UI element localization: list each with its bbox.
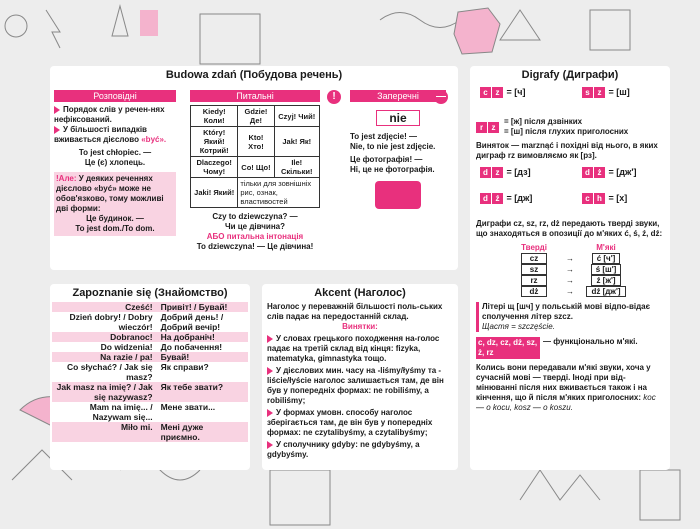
zap-t2: Nie, to nie jest zdjęcie. (350, 142, 436, 151)
digraph-letter: d (480, 167, 491, 178)
phrase-pl: Na razie / pa! (52, 352, 157, 362)
akcent-title: Akcent (Наголос) (314, 287, 406, 299)
soft-cell: ś [ш'] (591, 264, 622, 275)
phrase-pl: Mam na imię... / Nazywam się... (89, 402, 153, 422)
phrase-ua: До побачення! (160, 342, 223, 352)
akcent-item (267, 366, 453, 406)
phrase-row (52, 352, 248, 362)
col-zaperechni (350, 90, 446, 209)
phrase-ua: Як справи? (160, 362, 209, 372)
digraph-value: = [дж'] (608, 167, 637, 177)
zapoznanie-card (50, 284, 250, 470)
col-miaki: М'які (596, 243, 616, 252)
phrase-row (52, 302, 248, 312)
phrase-row (52, 332, 248, 342)
q-cell-jaki-note: тільки для зовнішніх рис, ознак, властивостей (238, 178, 320, 208)
digrafy-card (470, 66, 670, 470)
phrase-ua: На добраніч! (157, 332, 248, 342)
budowa-title: Budowa zdań (Побудова речень) (165, 69, 343, 81)
zap-t4: Ні, це не фотографія. (350, 165, 435, 174)
rz-1: = [ж] після дзвінких (504, 117, 583, 126)
phrases-table (52, 302, 248, 442)
rozp-ex2: Це будинок. — (86, 214, 144, 223)
phrase-pl: Dzień dobry! / Dobry wieczór! (69, 312, 153, 332)
phrase-pl: Dobranoc! (52, 332, 157, 342)
phrase-pl: Miło mi. (52, 422, 157, 442)
phrase-row (52, 402, 248, 422)
bicycle-icon (500, 10, 540, 40)
rozp-p2a: У більшості випадків вживається дієслово (54, 125, 147, 144)
rozpovidni-header: Розповідні (54, 90, 176, 102)
hard-cell: cz (521, 253, 547, 264)
q-cell: Czyj! Чий! (274, 106, 320, 127)
soft-cell: ć [ч'] (592, 253, 621, 264)
digraph-letter: z (492, 167, 503, 178)
phrase-ua: Мене звати... (160, 402, 216, 412)
digraph-paragraph: Диграфи cz, sz, rz, dż передають тверді звуки, що знаходяться в опозиції до м'яких ć, ś, ź, dź: (476, 219, 663, 238)
phrase-ua: Як тебе звати? (157, 382, 248, 402)
q-cell: Ile! Скільки! (274, 157, 320, 178)
hill-icon (380, 13, 460, 28)
exclaim-icon: ! (327, 90, 341, 104)
rz-2: = [ш] після глухих приголосних (504, 127, 629, 136)
col-rozpovidni (54, 90, 176, 236)
pyt-q3: To dziewczyna! — Це дівчина! (196, 242, 314, 251)
szcz-text: Літері щ [шч] у польській мові відпо-відає сполучення літер szcz. (482, 302, 651, 321)
arrow-icon (267, 367, 273, 375)
digraph-letter: c (480, 87, 491, 98)
tree-icon (112, 6, 128, 36)
phrase-row (52, 312, 248, 332)
phrase-pl: Cześć! (52, 302, 157, 312)
akcent-item-text: У словах грецького походження на-голос падає на третій склад від кінця: fizyka, matematyka, gimnastyka тощо. (267, 334, 440, 363)
arrow-icon (54, 106, 60, 114)
zapoznanie-title: Zapoznanie się (Знайомство) (72, 287, 228, 299)
digraph-value: = [дж] (506, 193, 533, 203)
mountains-icon (520, 470, 600, 500)
tower-icon (270, 470, 330, 525)
q-cell: Dlaczego! Чому! (191, 157, 238, 178)
col-pytalni (190, 90, 320, 252)
szcz-box (476, 302, 664, 332)
coin-icon (5, 15, 27, 37)
hard-cell: dż (521, 286, 548, 297)
soft-cell: ź [ж'] (591, 275, 620, 286)
digraph-letter: z (492, 87, 503, 98)
q-cell: Jak! Як! (274, 127, 320, 157)
digraph-value: = [ч] (506, 87, 526, 97)
digraph-letter: r (476, 122, 487, 133)
phrase-ua: Бувай! (157, 352, 248, 362)
digraph-last: Колись вони передавали м'які звуки, хоча у сучасній мові — тверді. Іноді при від-мінюванні після них вживається також і на кінчення, що й після м'яких приголосних: (476, 363, 651, 402)
digraph-letter: c (582, 193, 593, 204)
rozp-ex1: To jest chłopiec. — (78, 148, 152, 157)
digraph-exception: Виняток — marznąć і похідні від нього, в яких диграф rz вимовляємо як [рз]. (476, 141, 658, 160)
akcent-item (267, 440, 453, 460)
col-tverdi: Тверді (521, 243, 547, 252)
zap-t1: To jest zdjęcie! — (350, 132, 417, 141)
q-cell: Który! Який! Котрий! (191, 127, 238, 157)
poland-map-icon (454, 8, 500, 54)
digraph-value: = [дз] (506, 167, 531, 177)
arrow-icon (267, 409, 273, 417)
soft-list-note: — функціонально м'які. (543, 337, 638, 346)
zaperechni-header: Заперечні (350, 90, 446, 102)
phrase-row (52, 422, 248, 442)
digraph-letter: d (480, 193, 491, 204)
rozp-note-b: У деяких реченнях дієслово «być» може не обов'язково, тому можливі дві форми: (56, 174, 164, 213)
digraph-letter: ź (492, 193, 503, 204)
digraph-letter: z (594, 87, 605, 98)
akcent-item-text: У сполучнику gdyby: ne gdybyśmy, a gdybyśmy. (267, 440, 420, 459)
q-cell: Gdzie! Де! (238, 106, 274, 127)
akcent-intro: Наголос у переважній більшості поль-ських слів падає на передостанній склад. (267, 302, 443, 321)
phrase-ua: Привіт! / Бувай! (157, 302, 248, 312)
akcent-item (267, 408, 453, 438)
phrase-pl: Jak masz na imię? / Jak się nazywasz? (52, 382, 157, 402)
q-cell: Co! Що! (238, 157, 274, 178)
akcent-card (262, 284, 458, 470)
q-cell-jaki: Jaki! Який! (191, 178, 238, 208)
akcent-exceptions-label: Винятки: (342, 322, 378, 331)
jar-icon (640, 470, 680, 520)
castle-icon (200, 14, 260, 64)
temple-icon (590, 10, 630, 50)
rozp-ex1b: Це (є) хлопець. (84, 158, 146, 167)
q-cell: Kiedy! Коли! (191, 106, 238, 127)
rozp-note-a: !Але: (56, 174, 77, 183)
arrow-icon (267, 335, 273, 343)
pyt-q1b: Чи це дівчина? (225, 222, 285, 231)
akcent-item (267, 334, 453, 364)
phrase-row (52, 342, 248, 352)
nie-box: nie (376, 110, 420, 126)
zap-t3: Це фотографія! — (350, 155, 423, 164)
camera-icon (375, 181, 421, 209)
pink-tree-icon (140, 10, 158, 36)
digraph-letter: s (582, 87, 593, 98)
digraph-letter: ż (594, 167, 605, 178)
phrase-row (52, 382, 248, 402)
phrase-pl: Do widzenia! (100, 342, 153, 352)
questions-table (190, 105, 320, 208)
arrow-icon (267, 441, 273, 449)
digraph-last-example: koc — o kocu, kosz — o koszu. (476, 393, 656, 412)
hard-cell: sz (521, 264, 547, 275)
digrafy-title: Digrafy (Диграфи) (521, 69, 619, 81)
hard-cell: rz (521, 275, 546, 286)
digraph-letter: d (582, 167, 593, 178)
minus-icon: — (436, 91, 446, 102)
akcent-item-text: У дієслових мин. часу на -liśmy/łyśmy та -liście/łyście наголос залишається там, де він був у попередніх формах: ne robiliśmy, a robiliśmy; (267, 366, 444, 405)
digraph-value: = [ш] (608, 87, 630, 97)
hard-soft-table: Тверді М'які cz → ć [ч'] sz → ś [ш'] rz → ź [ж'] dż → dź [дж'] (503, 242, 637, 297)
digraph-value: = [х] (608, 193, 628, 203)
pytalni-header: Питальні (236, 91, 274, 101)
phrase-pl: Co słychać? / Jak się masz? (67, 362, 153, 382)
rozp-p2b: «być». (141, 135, 167, 144)
digraph-letter: z (488, 122, 499, 133)
phrase-row (52, 362, 248, 382)
phrase-ua: Мені дуже приємно. (157, 422, 248, 442)
phrase-ua: Добрий день! / Добрий вечір! (160, 312, 224, 332)
soft-list: c, dz, cz, dż, sz, ż, rz (476, 337, 540, 359)
akcent-item-text: У формах умовн. способу наголос зберігається там, де він був у попередніх формах: ne czytalibyśmy, a czytalibyśmy; (267, 408, 433, 437)
budowa-card (50, 66, 458, 270)
pyt-q1: Czy to dziewczyna? — (212, 212, 298, 221)
q-cell: Kto! Хто! (238, 127, 274, 157)
soft-cell: dź [дж'] (586, 286, 625, 297)
digraph-letter: h (594, 193, 605, 204)
szcz-example: Щастя = szczęście. (482, 322, 555, 331)
deer-icon (46, 10, 60, 48)
arrow-icon (54, 126, 60, 134)
rozp-ex2b: To jest dom./To dom. (75, 224, 155, 233)
pyt-q2: АБО питальна інтонація (206, 232, 304, 241)
rozp-p1: Порядок слів у речен-нях нефіксований. (54, 105, 165, 124)
